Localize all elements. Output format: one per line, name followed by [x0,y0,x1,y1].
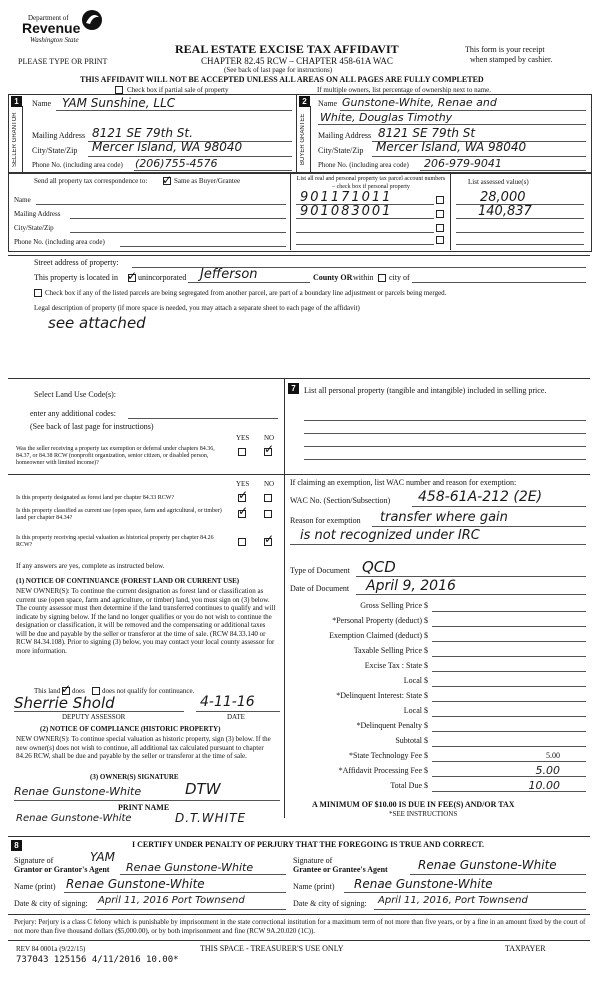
partial-sale-checkbox[interactable] [115,86,123,94]
doc-type-label: Type of Document [290,566,350,575]
section-8-number: 8 [11,840,22,851]
located-in-label: This property is located in [34,273,118,282]
owner-signature-2[interactable]: DTW [185,780,221,798]
within-label: within [353,273,374,282]
does-not-label: does not qualify for continuance. [102,687,195,695]
street-address-label: Street address of property: [34,258,119,267]
city-of-label: city of [389,273,410,282]
seller-mailing-field[interactable]: 8121 SE 79th St. [92,126,193,140]
seller-city-label: City/State/Zip [32,146,78,155]
please-type: PLEASE TYPE OR PRINT [18,57,108,66]
parcel-1-personal-checkbox[interactable] [436,196,444,204]
buyer-name-label: Name [318,99,338,108]
wac-label: WAC No. (Section/Subsection) [290,496,391,505]
grantor-sig-label1: Signature of [14,856,54,865]
fee-label: *State Technology Fee $ [348,751,428,760]
section-1-number: 1 [11,96,22,107]
this-land-label: This land [34,687,61,695]
grantor-sig-label2: Grantor or Grantor's Agent [14,865,110,874]
fee-label: Excise Tax : State $ [364,661,428,670]
buyer-phone-label: Phone No. (including area code) [318,161,409,169]
q1-yes-checkbox[interactable] [238,448,246,456]
corr-city-label: City/State/Zip [14,224,54,232]
unincorporated-label: unincorporated [138,273,187,282]
check-mark-icon: ✓ [238,488,249,502]
dept-line1: Department of [28,14,69,22]
form-title: REAL ESTATE EXCISE TAX AFFIDAVIT [175,42,399,56]
seller-mailing-label: Mailing Address [32,131,86,140]
check-mark-icon: ✓ [264,442,275,456]
corr-name-label: Name [14,196,31,204]
county-or-label: County OR [313,273,353,282]
yes-header-1: YES [236,434,250,442]
form-chapter: CHAPTER 82.45 RCW – CHAPTER 458-61A WAC [201,56,393,66]
fee-value[interactable]: 5.00 [535,764,560,777]
check-mark-icon: ✓ [264,532,275,546]
q2-no-checkbox[interactable] [264,494,272,502]
q3-no-checkbox[interactable] [264,510,272,518]
assessor-signature[interactable]: Sherrie Shold [14,694,115,712]
additional-codes-label: enter any additional codes: [30,409,116,418]
buyer-city-label: City/State/Zip [318,146,364,155]
yes-header-2: YES [236,480,250,488]
check-mark-icon: ✓ [238,504,249,518]
buyer-name-line2[interactable]: White, Douglas Timothy [320,111,453,124]
owner-signature-1[interactable]: Renae Gunstone-White [14,785,142,798]
legal-description-field[interactable]: see attached [48,314,146,332]
corr-mailing-label: Mailing Address [14,210,61,218]
parcel-value-1[interactable]: 28,000 [480,190,526,205]
dept-line3: Washington State [30,36,79,44]
grantee-sig-label1: Signature of [293,856,333,865]
grantor-name-label: Name (print) [14,882,56,891]
no-header-1: NO [264,434,275,442]
grantee-name-field[interactable]: Renae Gunstone-White [354,877,493,891]
q1-exemption-text: Was the seller receiving a property tax exemption or deferral under chapters 84.36, 84.37, or 84.38 RCW (nonprofit organization, senior citizen, or disabled person, homeowner with limited income)? [16,446,215,466]
doc-date-label: Date of Document [290,584,350,593]
notice1-text: NEW OWNER(S): To continue the current designation as forest land or classification as current use (open space, farm and agriculture, or timber) land, you must sign on (3) below. The county assessor must then determine if the land transferred continues to qualify and will indicate by signing below. If the land no longer qualifies or you do not wish to continue the designation or classification, it will be removed and the compensating or additional taxes will be due and payable by the seller or transferor at the time of sale. (RCW 84.33.140 or RCW 84.34.108). Prior to signing (3) below, you may contact your local county assessor for more information. [16,587,276,655]
print-name-label: PRINT NAME [118,803,170,812]
cashier-stamp: 737043 125156 4/11/2016 10.00* [16,955,179,965]
fee-label: *Personal Property (deduct) $ [332,616,428,625]
fee-label: *Delinquent Penalty $ [356,721,428,730]
parcel-4-personal-checkbox[interactable] [436,236,444,244]
print-name-2[interactable]: D.T.WHITE [175,811,247,825]
wac-field[interactable]: 458-61A-212 (2E) [418,489,543,505]
doc-date-field[interactable]: April 9, 2016 [366,578,456,594]
owner-signature-label: (3) OWNER(S) SIGNATURE [90,773,179,781]
correspondence-label: Send all property tax correspondence to: [34,177,148,185]
grantor-date-label: Date & city of signing: [14,899,88,908]
minimum-due-text: A MINIMUM OF $10.00 IS DUE IN FEE(S) AND/OR TAX [312,800,515,809]
warning-text: THIS AFFIDAVIT WILL NOT BE ACCEPTED UNLESS ALL AREAS ON ALL PAGES ARE FULLY COMPLETED [80,75,484,84]
form-revision: REV 84 0001a (9/22/15) [16,945,86,953]
notice2-title: (2) NOTICE OF COMPLIANCE (HISTORIC PROPERTY) [40,725,221,733]
parcel-number-1[interactable]: 901171011 [300,190,393,205]
grantee-date-label: Date & city of signing: [293,899,367,908]
within-city-checkbox[interactable] [378,274,386,282]
grantee-signature[interactable]: Renae Gunstone-White [418,858,557,872]
q4-yes-checkbox[interactable] [238,538,246,546]
dor-logo-icon [80,8,104,32]
fee-label: Subtotal $ [395,736,428,745]
fee-value[interactable]: 10.00 [528,779,560,792]
multiple-owners-note: If multiple owners, list percentage of ownership next to name. [317,86,491,94]
doc-type-field[interactable]: QCD [362,558,396,576]
section-2-number: 2 [299,96,310,107]
reason-line1[interactable]: transfer where gain [380,510,508,525]
parcels-header: List all real and personal property tax parcel account numbers – check box if personal property [296,176,446,190]
grantor-date-field[interactable]: April 11, 2016 Port Townsend [98,895,245,906]
no-header-2: NO [264,480,275,488]
check-mark-icon: ✓ [61,682,72,696]
buyer-city-field[interactable]: Mercer Island, WA 98040 [376,140,527,154]
parcel-number-2[interactable]: 901083001 [300,204,393,219]
seller-name-label: Name [32,99,52,108]
perjury-statement: Perjury: Perjury is a class C felony which is punishable by imprisonment in the state correctional institution for a maximum term of not more than five years, or by a fine in an amount fixed by the court of not more than five thousand dollars ($5,000.00), or by both imprisonment and fine (RCW 9A.20.020 (1C)). [14,918,586,935]
fee-label: Total Due $ [390,781,428,790]
exemption-label: If claiming an exemption, list WAC number and reason for exemption: [290,478,517,487]
segregated-label: Check box if any of the listed parcels are being segregated from another parcel, are part of a boundary line adjustment or parcels being merged. [45,289,447,297]
assessed-value-header: List assessed value(s) [468,178,529,186]
fee-label: *Affidavit Processing Fee $ [338,766,428,775]
seller-side-label: SELLER GRANTOR [12,112,18,167]
corr-phone-label: Phone No. (including area code) [14,238,105,246]
grantor-signature[interactable]: Renae Gunstone-White [126,861,254,874]
see-instructions-text: *SEE INSTRUCTIONS [389,810,458,818]
seller-name-field[interactable]: YAM Sunshine, LLC [62,96,176,110]
seller-phone-field[interactable]: (206)755-4576 [135,157,218,170]
q4-historic-text: Is this property receiving special valuation as historical property per chapter 84.26 RCW? [16,535,214,548]
treasurer-use-label: THIS SPACE - TREASURER'S USE ONLY [200,944,344,953]
seller-phone-label: Phone No. (including area code) [32,161,123,169]
taxpayer-copy-label: TAXPAYER [505,944,546,953]
reason-label: Reason for exemption [290,516,361,525]
receipt-line1: This form is your receipt [465,45,545,54]
buyer-mailing-field[interactable]: 8121 SE 79th St [378,126,476,140]
q3-current-use-text: Is this property classified as current use (open space, farm and agricultural, or timber) land per chapter 84.34? [16,508,222,521]
fee-value[interactable]: 5.00 [546,751,560,760]
parcel-value-2[interactable]: 140,837 [478,204,532,219]
grantor-sig-yam[interactable]: YAM [90,850,115,864]
fee-label: Local $ [403,676,428,685]
legal-description-label: Legal description of property (if more space is needed, you may attach a separate sheet to each page of the affidavit) [34,304,360,312]
parcel-3-personal-checkbox[interactable] [436,224,444,232]
notice1-title: (1) NOTICE OF CONTINUANCE (FOREST LAND OR CURRENT USE) [16,577,240,585]
land-use-see-back: (See back of last page for instructions) [30,422,154,431]
notice2-text: NEW OWNER(S): To continue special valuation as historic property, sign (3) below. If the new owner(s) does not wish to continue, all additional tax calculated pursuant to chapter 84.26 RCW, shall be due and payable by the seller or transferor at the time of sale. [16,735,271,760]
fee-label: Taxable Selling Price $ [353,646,428,655]
buyer-phone-field[interactable]: 206-979-9041 [424,157,502,170]
see-back-note: (See back of last page for instructions) [224,66,333,74]
segregated-checkbox[interactable] [34,289,42,297]
land-use-code-label: Select Land Use Code(s): [34,390,116,399]
buyer-mailing-label: Mailing Address [318,131,372,140]
reason-line2[interactable]: is not recognized under IRC [300,528,480,543]
fee-label: Local $ [403,706,428,715]
partial-sale-label: Check box if partial sale of property [127,86,229,94]
seller-city-field[interactable]: Mercer Island, WA 98040 [92,140,243,154]
grantee-name-label: Name (print) [293,882,335,891]
assessor-date-label: DATE [227,713,245,721]
grantee-sig-label2: Grantee or Grantee's Agent [293,865,388,874]
q2-forest-text: Is this property designated as forest land per chapter 84.33 RCW? [16,495,175,501]
fee-label: *Delinquent Interest: State $ [336,691,428,700]
section-7-number: 7 [288,383,299,394]
county-field[interactable]: Jefferson [200,267,258,282]
grantee-date-field[interactable]: April 11, 2016, Port Townsend [378,895,528,906]
grantor-name-field[interactable]: Renae Gunstone-White [66,877,205,891]
does-label: does [72,687,85,695]
same-as-buyer-label: Same as Buyer/Grantee [174,177,241,185]
certify-statement: I CERTIFY UNDER PENALTY OF PERJURY THAT THE FOREGOING IS TRUE AND CORRECT. [132,840,485,849]
receipt-line2: when stamped by cashier. [470,55,553,64]
check-mark-icon: ✓ [162,173,173,187]
if-yes-instruction: If any answers are yes, complete as instructed below. [16,562,165,570]
fee-label: Exemption Claimed (deduct) $ [329,631,428,640]
parcel-2-personal-checkbox[interactable] [436,210,444,218]
assessor-date[interactable]: 4-11-16 [200,694,255,710]
dept-line2: Revenue [22,20,81,36]
deputy-assessor-label: DEPUTY ASSESSOR [62,713,126,721]
buyer-name-line1[interactable]: Gunstone-White, Renae and [342,96,497,109]
check-mark-icon: ✓ [127,269,138,283]
print-name-1[interactable]: Renae Gunstone-White [16,813,132,824]
fee-label: Gross Selling Price $ [360,601,428,610]
personal-property-label: List all personal property (tangible and intangible) included in selling price. [304,386,547,395]
buyer-side-label: BUYER GRANTEE [300,113,306,166]
